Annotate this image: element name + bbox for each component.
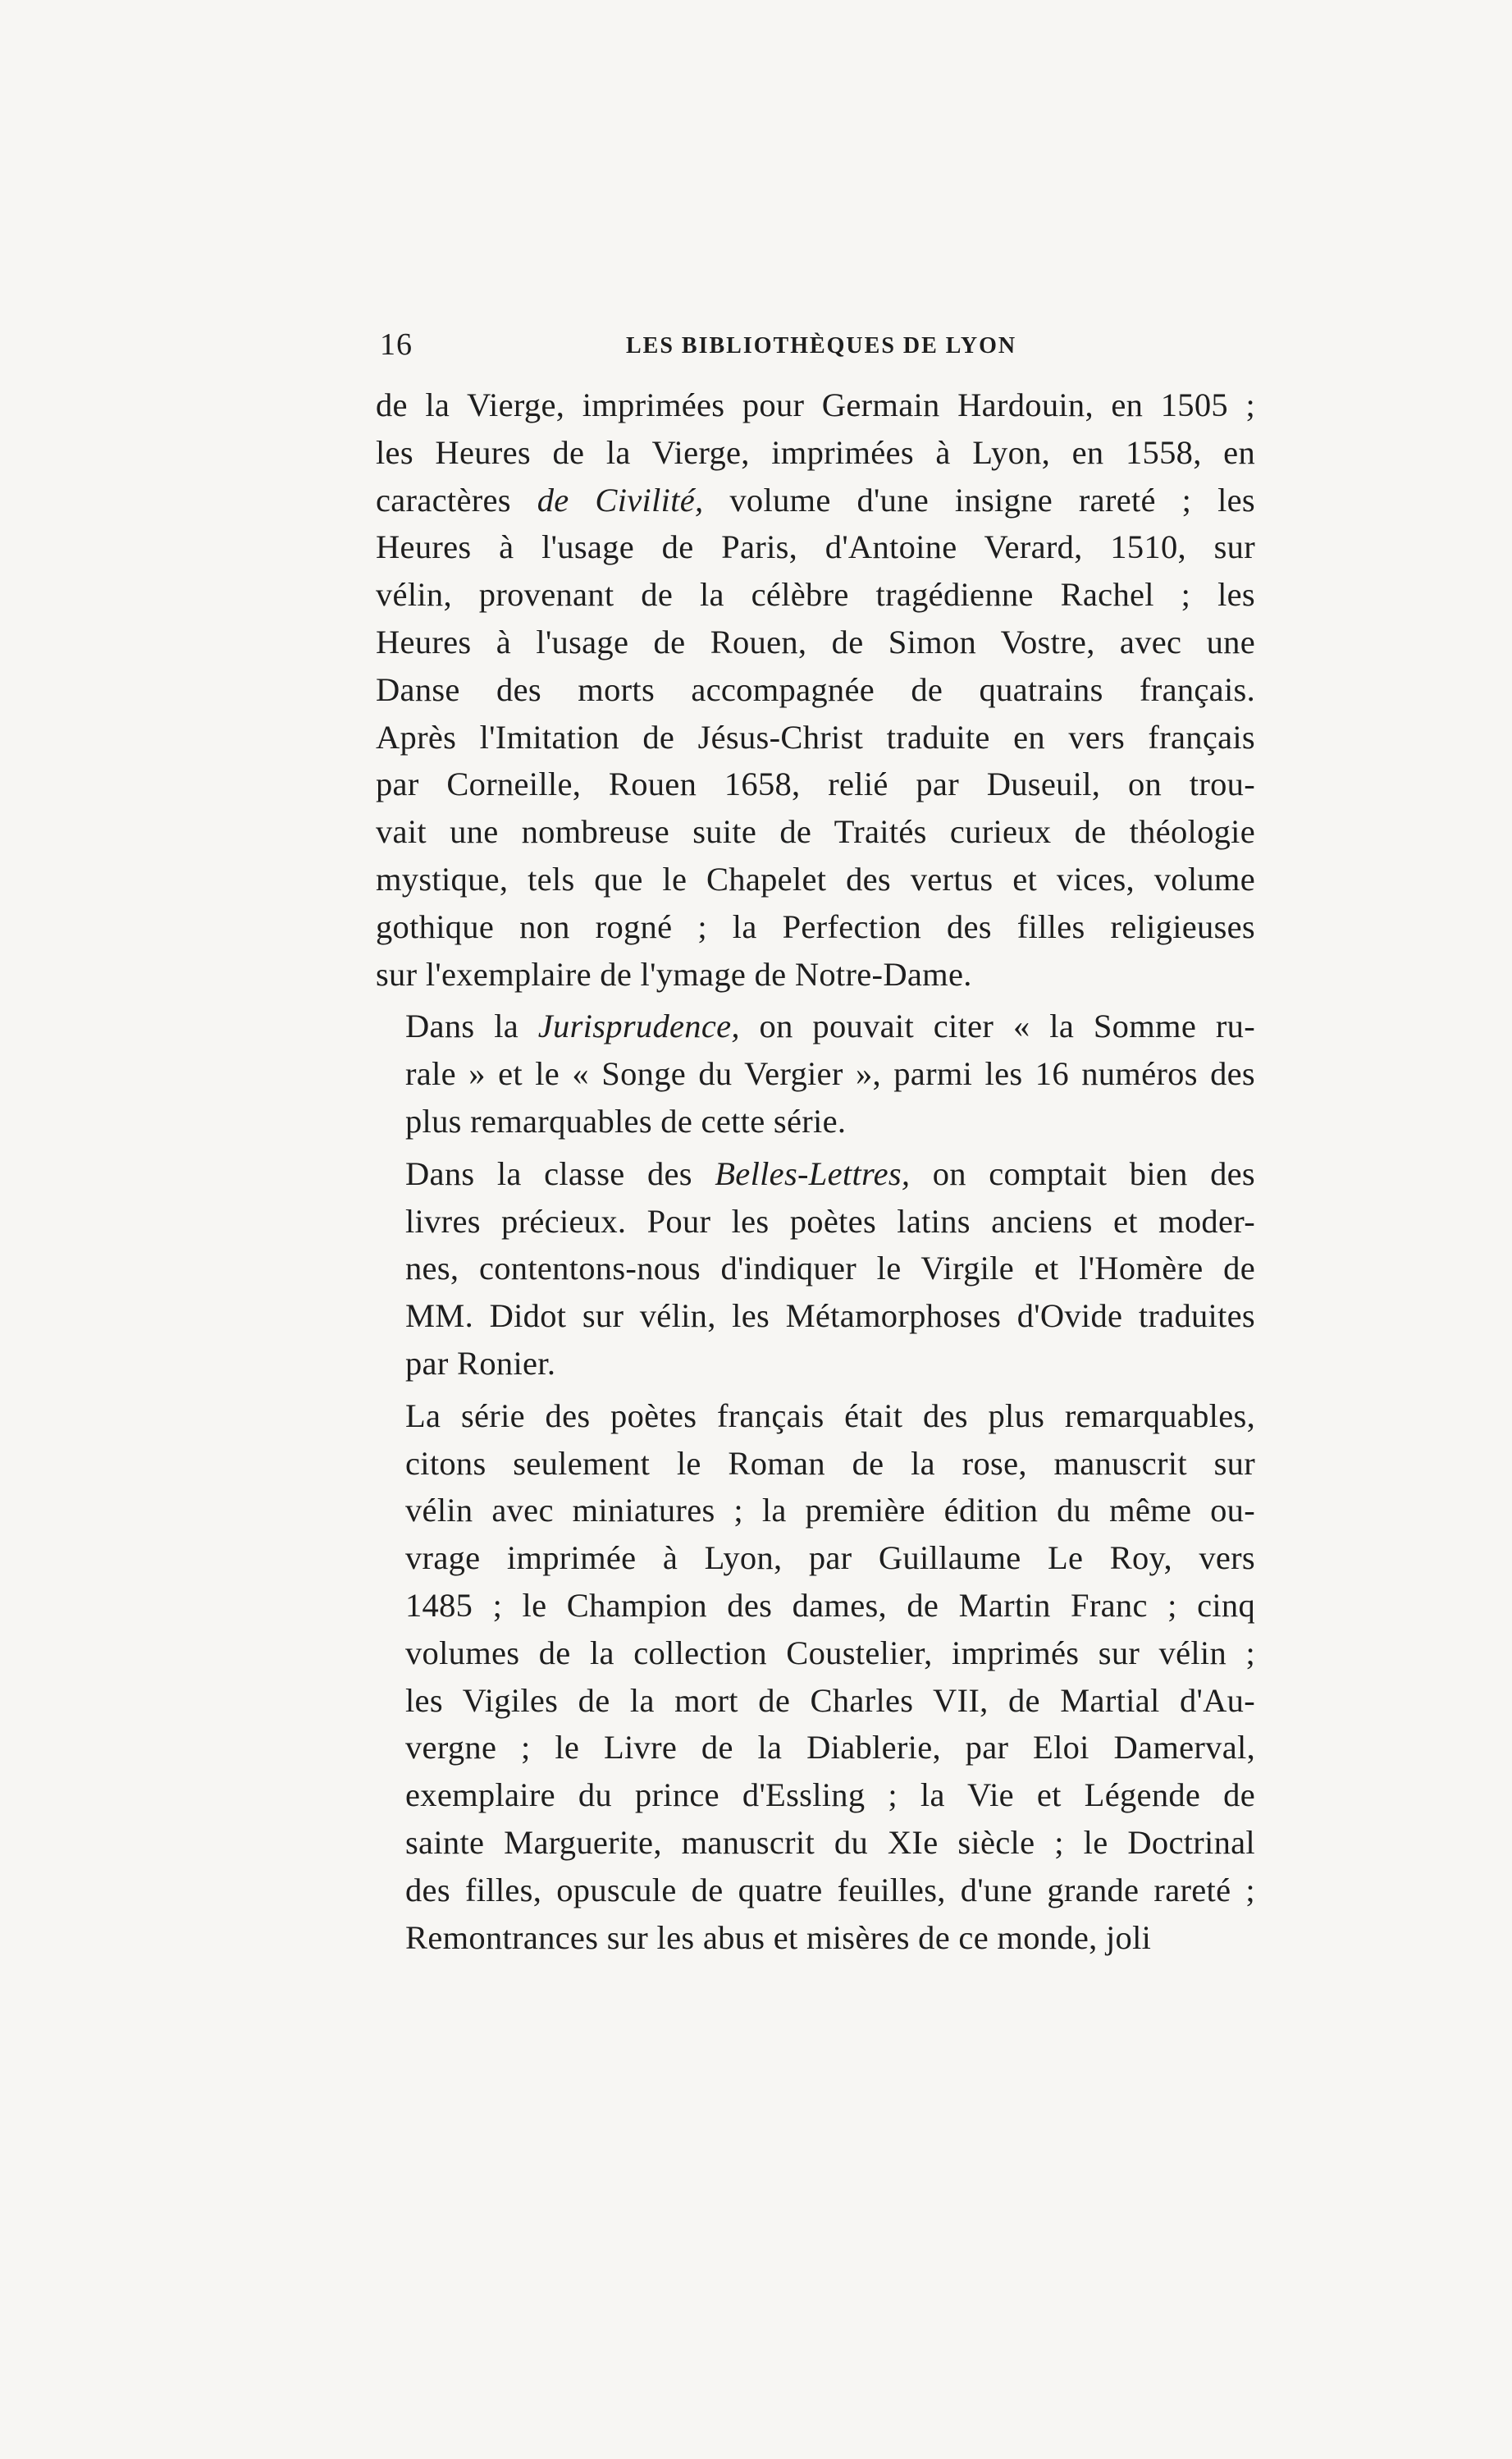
running-title: LES BIBLIOTHÈQUES DE LYON xyxy=(626,333,1017,359)
text-line: vrage imprimée à Lyon, par Guillaume Le Roy, vers xyxy=(405,1539,1255,1577)
text-line: des filles, opuscule de quatre feuilles, d'une grande rareté ; xyxy=(405,1871,1255,1908)
body-text xyxy=(376,382,1255,1961)
text-line: caractères de Civilité, volume d'une insigne rareté ; les xyxy=(376,481,1255,519)
text-line: Dans la Jurisprudence, on pouvait citer « la Somme ru- xyxy=(405,1008,1255,1045)
text-line: nes, contentons-nous d'indiquer le Virgile et l'Homère de xyxy=(405,1250,1255,1287)
paragraph-poetes-francais xyxy=(376,1392,1255,1962)
text-line: rale » et le « Songe du Vergier », parmi les 16 numéros des xyxy=(405,1055,1255,1093)
text-line: Dans la classe des Belles-Lettres, on comptait bien des xyxy=(405,1154,1255,1192)
text-line: par Ronier. xyxy=(405,1344,556,1382)
text-line: sainte Marguerite, manuscrit du XIe siècle ; le Doctrinal xyxy=(405,1823,1255,1861)
text-line: de la Vierge, imprimées pour Germain Hardouin, en 1505 ; xyxy=(376,386,1255,423)
italic-title: de Civilité, xyxy=(537,481,704,519)
text-line: La série des poètes français était des plus remarquables, xyxy=(405,1396,1255,1434)
text-line: Heures à l'usage de Rouen, de Simon Vostre, avec une xyxy=(376,623,1255,660)
text-line: vélin, provenant de la célèbre tragédienne Rachel ; les xyxy=(376,576,1255,614)
text-line: citons seulement le Roman de la rose, manuscrit sur xyxy=(405,1444,1255,1482)
paragraph-belles-lettres xyxy=(376,1150,1255,1387)
text-line: vergne ; le Livre de la Diablerie, par Eloi Damerval, xyxy=(405,1729,1255,1767)
text-line: MM. Didot sur vélin, les Métamorphoses d'Ovide traduites xyxy=(405,1297,1255,1335)
text-line: par Corneille, Rouen 1658, relié par Duseuil, on trou- xyxy=(376,766,1255,803)
text-line: plus remarquables de cette série. xyxy=(405,1102,847,1140)
text-line: les Heures de la Vierge, imprimées à Lyon, en 1558, en xyxy=(376,433,1255,471)
text-line: Après l'Imitation de Jésus-Christ traduite en vers français xyxy=(376,718,1255,756)
text-line: Danse des morts accompagnée de quatrains français. xyxy=(376,670,1255,708)
italic-title: Jurisprudence, xyxy=(537,1008,740,1045)
text-line: 1485 ; le Champion des dames, de Martin Franc ; cinq xyxy=(405,1586,1255,1624)
running-head xyxy=(380,327,1249,376)
text-line: mystique, tels que le Chapelet des vertus et vices, volume xyxy=(376,860,1255,898)
text-line: exemplaire du prince d'Essling ; la Vie et Légende de xyxy=(405,1776,1255,1814)
paragraph-heures xyxy=(376,382,1255,998)
text-line: Heures à l'usage de Paris, d'Antoine Verard, 1510, sur xyxy=(376,528,1255,566)
text-line: sur l'exemplaire de l'ymage de Notre-Dame. xyxy=(376,955,972,993)
italic-title: Belles-Lettres, xyxy=(715,1154,911,1192)
text-line: gothique non rogné ; la Perfection des filles religieuses xyxy=(376,907,1255,945)
text-line: les Vigiles de la mort de Charles VII, de Martial d'Au- xyxy=(405,1681,1255,1719)
text-line: Remontrances sur les abus et misères de ce monde, joli xyxy=(405,1918,1152,1956)
paragraph-jurisprudence xyxy=(376,1003,1255,1145)
text-line: vélin avec miniatures ; la première édition du même ou- xyxy=(405,1492,1255,1529)
text-line: livres précieux. Pour les poètes latins anciens et moder- xyxy=(405,1202,1255,1240)
page-number: 16 xyxy=(380,327,413,362)
text-line: vait une nombreuse suite de Traités curieux de théologie xyxy=(376,813,1255,851)
text-line: volumes de la collection Coustelier, imprimés sur vélin ; xyxy=(405,1634,1255,1671)
